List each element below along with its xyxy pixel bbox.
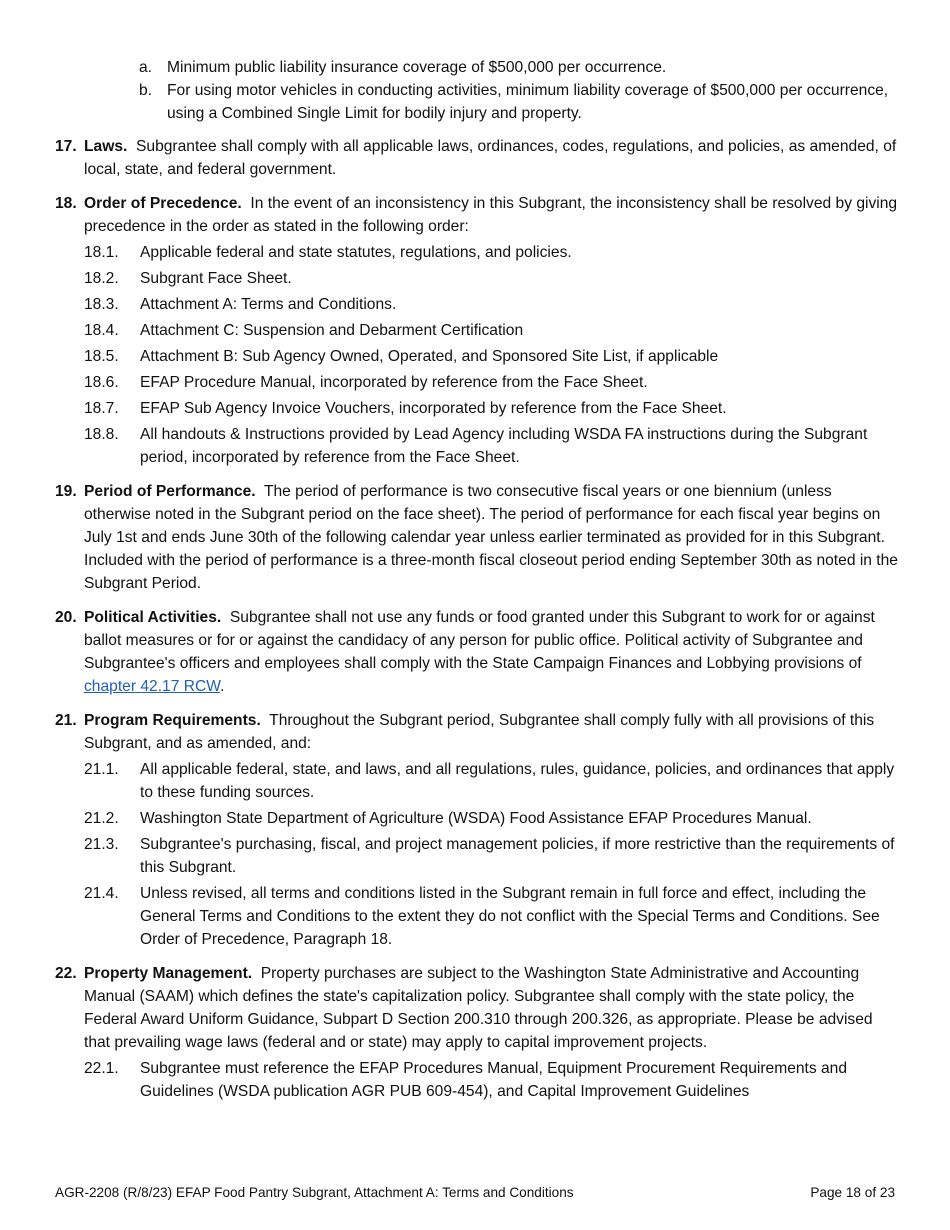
subsection-item bbox=[84, 345, 900, 368]
list-item bbox=[139, 79, 900, 125]
subsection-number: 21.2. bbox=[84, 810, 119, 827]
subsection-text: Unless revised, all terms and conditions listed in the Subgrant remain in full force and effect, including the General Terms and Conditions to the extent they do not conflict with the Special Terms and Conditions. See Order of Precedence, Paragraph 18. bbox=[140, 885, 880, 948]
section-heading: Property Management. bbox=[84, 965, 253, 982]
section-19-period-of-performance bbox=[55, 480, 900, 595]
section-body-end: . bbox=[220, 678, 225, 695]
subsection-number: 18.4. bbox=[84, 322, 119, 339]
section-number: 19. bbox=[55, 483, 77, 500]
subsection-item bbox=[84, 758, 900, 804]
section-number: 21. bbox=[55, 712, 77, 729]
section-number: 20. bbox=[55, 609, 77, 626]
subsection-item bbox=[84, 1057, 900, 1103]
subsection-number: 21.4. bbox=[84, 885, 119, 902]
section-heading: Political Activities. bbox=[84, 609, 222, 626]
section-20-political-activities bbox=[55, 606, 900, 698]
section-body: The period of performance is two consecutive fiscal years or one biennium (unless otherwise noted in the Subgrant period on the face sheet). The period of performance for each fiscal year begins on July 1st and ends June 30th of the following calendar year unless earlier terminated as provided for in this Subgrant. Included with the period of performance is a three-month fiscal closeout period ending September 30th as noted in the Subgrant Period. bbox=[84, 483, 898, 592]
page-number: Page 18 of 23 bbox=[810, 1185, 895, 1200]
subsection-item bbox=[84, 882, 900, 951]
subsection-text: Attachment A: Terms and Conditions. bbox=[140, 296, 397, 313]
section-number: 18. bbox=[55, 195, 77, 212]
section-17-laws bbox=[55, 135, 900, 181]
subsection-text: All handouts & Instructions provided by Lead Agency including WSDA FA instructions during the Subgrant period, incorporated by reference from the Face Sheet. bbox=[140, 426, 868, 466]
section-body: Property purchases are subject to the Washington State Administrative and Accounting Manual (SAAM) which defines the state's capitalization policy. Subgrantee shall comply with the state policy, the Federal Award Uniform Guidance, Subpart D Section 200.310 through 200.326, as appropriate. Please be advised that prevailing wage laws (federal and or state) may apply to capital improvement projects. bbox=[84, 965, 873, 1051]
section-22-property-management bbox=[55, 962, 900, 1103]
section-18-order-of-precedence bbox=[55, 192, 900, 469]
subsection-item bbox=[84, 319, 900, 342]
subsection-text: Applicable federal and state statutes, regulations, and policies. bbox=[140, 244, 572, 261]
subsection-item bbox=[84, 293, 900, 316]
subsection-item bbox=[84, 423, 900, 469]
insurance-list bbox=[139, 56, 900, 125]
section-body: Throughout the Subgrant period, Subgrantee shall comply fully with all provisions of this Subgrant, and as amended, and: bbox=[84, 712, 875, 752]
page-content bbox=[55, 56, 900, 1114]
subsection-text: Subgrantee must reference the EFAP Procedures Manual, Equipment Procurement Requirements and Guidelines (WSDA publication AGR PUB 609-454), and Capital Improvement Guidelines bbox=[140, 1060, 848, 1100]
subsection-text: Attachment B: Sub Agency Owned, Operated, and Sponsored Site List, if applicable bbox=[140, 348, 719, 365]
subsection-item bbox=[84, 371, 900, 394]
subsection-number: 21.3. bbox=[84, 836, 119, 853]
subsection-number: 18.3. bbox=[84, 296, 119, 313]
subsection-item bbox=[84, 397, 900, 420]
subsection-text: Subgrant Face Sheet. bbox=[140, 270, 292, 287]
list-item bbox=[139, 56, 900, 79]
section-number: 22. bbox=[55, 965, 77, 982]
subsection-item bbox=[84, 833, 900, 879]
section-body: Subgrantee shall not use any funds or food granted under this Subgrant to work for or against ballot measures or for or against the candidacy of any person for public office. Political activity of Subgrantee and Subgrantee's officers and employees shall comply with the State Campaign Finances and Lobbying provisions of bbox=[84, 609, 875, 672]
subsection-item bbox=[84, 241, 900, 264]
subsection-text: Washington State Department of Agriculture (WSDA) Food Assistance EFAP Procedures Manual. bbox=[140, 810, 812, 827]
list-item-label: b. bbox=[139, 82, 153, 99]
subsection-text: All applicable federal, state, and laws, and all regulations, rules, guidance, policies, and ordinances that apply to these funding sources. bbox=[140, 761, 895, 801]
section-heading: Order of Precedence. bbox=[84, 195, 242, 212]
list-item-label: a. bbox=[139, 59, 153, 76]
subsection-item bbox=[84, 807, 900, 830]
subsection-number: 18.6. bbox=[84, 374, 119, 391]
section-body: In the event of an inconsistency in this Subgrant, the inconsistency shall be resolved by giving precedence in the order as stated in the following order: bbox=[84, 195, 898, 235]
subsection-number: 22.1. bbox=[84, 1060, 119, 1077]
subsection-number: 18.7. bbox=[84, 400, 119, 417]
footer-document-id: AGR-2208 (R/8/23) EFAP Food Pantry Subgrant, Attachment A: Terms and Conditions bbox=[55, 1185, 574, 1200]
subsection-text: Attachment C: Suspension and Debarment Certification bbox=[140, 322, 524, 339]
subsection-number: 21.1. bbox=[84, 761, 119, 778]
list-item-text: For using motor vehicles in conducting activities, minimum liability coverage of $500,000 per occurrence, using a Combined Single Limit for bodily injury and property. bbox=[167, 82, 889, 122]
subsection-number: 18.5. bbox=[84, 348, 119, 365]
section-number: 17. bbox=[55, 138, 77, 155]
rcw-chapter-link[interactable]: chapter 42.17 RCW bbox=[84, 678, 221, 695]
section-body: Subgrantee shall comply with all applicable laws, ordinances, codes, regulations, and policies, as amended, of local, state, and federal government. bbox=[84, 138, 897, 178]
page-footer bbox=[55, 1184, 895, 1202]
subsection-text: Subgrantee's purchasing, fiscal, and project management policies, if more restrictive than the requirements of this Subgrant. bbox=[140, 836, 895, 876]
subsection-number: 18.1. bbox=[84, 244, 119, 261]
subsection-number: 18.2. bbox=[84, 270, 119, 287]
subsection-number: 18.8. bbox=[84, 426, 119, 443]
section-heading: Laws. bbox=[84, 138, 128, 155]
subsection-item bbox=[84, 267, 900, 290]
section-21-program-requirements bbox=[55, 709, 900, 951]
list-item-text: Minimum public liability insurance coverage of $500,000 per occurrence. bbox=[167, 59, 667, 76]
subsection-text: EFAP Sub Agency Invoice Vouchers, incorporated by reference from the Face Sheet. bbox=[140, 400, 727, 417]
section-heading: Period of Performance. bbox=[84, 483, 256, 500]
subsection-text: EFAP Procedure Manual, incorporated by reference from the Face Sheet. bbox=[140, 374, 648, 391]
section-heading: Program Requirements. bbox=[84, 712, 261, 729]
